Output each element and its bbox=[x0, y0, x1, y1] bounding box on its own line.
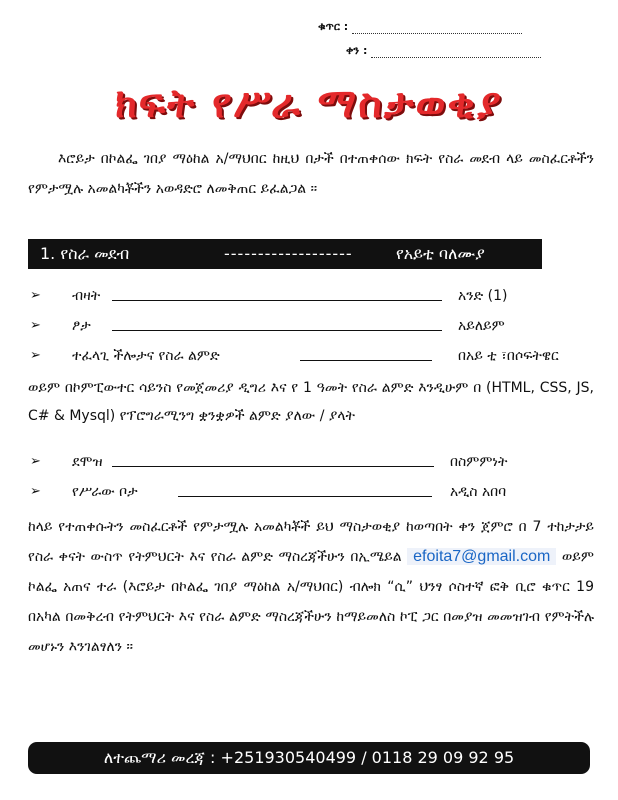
fill-line bbox=[112, 300, 442, 301]
qualification-details: ወይም በኮምፒውተር ሳይንስ የመጀመሪያ ዲግሪ እና የ 1 ዓመት የስራ ልምድ እንዲሁም በ (HTML, CSS, JS, C# & Mysql) የፕሮግራሚንግ ቋንቋዎች ልምድ ያለው / ያላት bbox=[28, 380, 594, 424]
email-link[interactable]: efoita7@gmail.com bbox=[407, 548, 556, 565]
header-number bbox=[318, 20, 522, 34]
location-label: የሥራው ቦታ bbox=[72, 484, 138, 500]
requirement-qualification bbox=[30, 348, 570, 370]
header-date bbox=[346, 44, 541, 58]
qualification-value-start: በአይ ቲ ፣በሶፍትዌር bbox=[458, 348, 559, 364]
section-header-bar bbox=[28, 239, 542, 269]
arrow-bullet-icon: ➢ bbox=[30, 348, 41, 363]
arrow-bullet-icon: ➢ bbox=[30, 318, 41, 333]
date-blank bbox=[371, 57, 541, 58]
quantity-value: አንድ (1) bbox=[458, 288, 508, 304]
instructions-part1: ከላይ የተጠቀሱትን መስፈርቶች የምታሟሉ አመልካቾች ይህ ማስታወቂያ ከወጣበት ቀን ጀምሮ በ 7 ተከታታይ የስራ ቀናት ውስጥ የትምህርት እና የስራ ልምድ ማስረጃችሁን በኢሜይል bbox=[28, 519, 594, 565]
page-title: ክፍት የሥራ ማስታወቂያ bbox=[115, 80, 503, 127]
fill-line bbox=[178, 496, 432, 497]
position-title: የአይቲ ባለሙያ bbox=[396, 244, 485, 263]
gender-label: ፆታ bbox=[72, 318, 91, 334]
number-label: ቁጥር : bbox=[318, 20, 349, 33]
application-instructions bbox=[28, 512, 594, 662]
requirement-salary bbox=[30, 454, 570, 476]
contact-footer bbox=[28, 742, 590, 774]
arrow-bullet-icon: ➢ bbox=[30, 288, 41, 303]
number-blank bbox=[352, 33, 522, 34]
requirement-gender bbox=[30, 318, 570, 340]
fill-line bbox=[112, 466, 434, 467]
fill-line bbox=[112, 330, 442, 331]
requirement-quantity bbox=[30, 288, 570, 310]
salary-value: በስምምነት bbox=[450, 454, 508, 470]
instructions-part2: ወይም ኮልፌ አጠና ተራ (እሮይታ በኮልፌ ገበያ ማዕከል አ/ማህበር) ብሎክ “ሲ” ህንፃ ሶስተኛ ፎቅ ቢሮ ቁጥር 19 በአካል በመቅረብ የትምህርት እና የስራ ልምድ ማስረጃችሁን ከማይመለስ ኮፒ ጋር በመያዝ መመዝገብ የምትችሉ መሆኑን እንገልፃለን ። bbox=[28, 549, 594, 655]
section-dashes: ------------------- bbox=[224, 244, 353, 263]
intro-paragraph: እሮይታ በኮልፌ ገበያ ማዕከል አ/ማህበር ከዚህ በታች በተጠቀሰው ክፍት የስራ መደብ ላይ መስፈርቶችን የምታሟሉ አመልካቾችን አወዳድሮ ለመቅጠር ይፈልጋል ። bbox=[28, 151, 594, 197]
requirement-location bbox=[30, 484, 570, 506]
arrow-bullet-icon: ➢ bbox=[30, 484, 41, 499]
qualification-label: ተፈላጊ ችሎታና የስራ ልምድ bbox=[72, 348, 220, 364]
section-title: 1. የስራ መደብ bbox=[40, 244, 130, 263]
quantity-label: ብዛት bbox=[72, 288, 101, 304]
date-label: ቀን : bbox=[346, 44, 368, 57]
contact-label: ለተጨማሪ መረጃ : bbox=[103, 748, 216, 767]
contact-phones: +251930540499 / 0118 29 09 92 95 bbox=[220, 748, 515, 767]
location-value: አዲስ አበባ bbox=[450, 484, 507, 500]
salary-label: ደሞዝ bbox=[72, 454, 103, 470]
gender-value: አይለይም bbox=[458, 318, 505, 334]
fill-line bbox=[300, 360, 432, 361]
arrow-bullet-icon: ➢ bbox=[30, 454, 41, 469]
